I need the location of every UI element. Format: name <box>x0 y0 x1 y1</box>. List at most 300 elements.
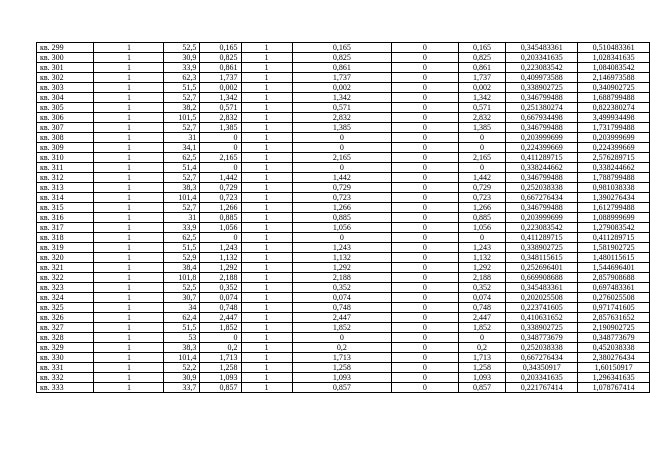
apartment-cell: кв. 333 <box>37 383 94 393</box>
table-cell: 1 <box>94 353 164 363</box>
table-cell: 0 <box>292 163 392 173</box>
table-cell: 62,4 <box>164 313 200 323</box>
table-cell: 1,093 <box>200 373 241 383</box>
table-row <box>37 193 650 203</box>
table-cell: 0,340902725 <box>578 83 650 93</box>
table-cell: 1 <box>241 343 292 353</box>
table-cell: 0,002 <box>458 83 506 93</box>
table-cell: 2,447 <box>458 313 506 323</box>
table-cell: 1,028341635 <box>578 53 650 63</box>
table-cell: 0 <box>392 83 459 93</box>
table-cell: 0,352 <box>458 283 506 293</box>
table-cell: 0,224399669 <box>578 143 650 153</box>
table-cell: 2,165 <box>292 153 392 163</box>
table-row <box>37 123 650 133</box>
table-cell: 33,7 <box>164 383 200 393</box>
table-cell: 1 <box>94 113 164 123</box>
table-cell: 0 <box>392 73 459 83</box>
table-cell: 1,093 <box>292 373 392 383</box>
table-cell: 51,5 <box>164 83 200 93</box>
table-cell: 1,385 <box>200 123 241 133</box>
table-cell: 1,581902725 <box>578 243 650 253</box>
table-cell: 0 <box>392 283 459 293</box>
table-cell: 51,5 <box>164 243 200 253</box>
table-cell: 0 <box>392 323 459 333</box>
table-row <box>37 293 650 303</box>
table-cell: 62,5 <box>164 153 200 163</box>
apartment-cell: кв. 305 <box>37 103 94 113</box>
table-cell: 1 <box>241 73 292 83</box>
apartment-cell: кв. 302 <box>37 73 94 83</box>
table-cell: 1,056 <box>458 223 506 233</box>
table-cell: 0,352 <box>200 283 241 293</box>
table-cell: 0 <box>458 143 506 153</box>
apartment-cell: кв. 313 <box>37 183 94 193</box>
apartment-cell: кв. 303 <box>37 83 94 93</box>
table-cell: 0 <box>392 363 459 373</box>
table-cell: 0 <box>392 373 459 383</box>
table-cell: 0 <box>392 343 459 353</box>
table-cell: 0 <box>392 253 459 263</box>
table-cell: 51,4 <box>164 163 200 173</box>
table-cell: 1,243 <box>200 243 241 253</box>
apartment-cell: кв. 322 <box>37 273 94 283</box>
table-cell: 0 <box>392 333 459 343</box>
apartment-cell: кв. 323 <box>37 283 94 293</box>
table-cell: 1 <box>94 163 164 173</box>
table-cell: 1 <box>94 263 164 273</box>
table-cell: 0,203341635 <box>506 373 578 383</box>
table-row <box>37 373 650 383</box>
table-cell: 0,34350917 <box>506 363 578 373</box>
table-cell: 1 <box>94 223 164 233</box>
table-cell: 0,411289715 <box>578 233 650 243</box>
table-cell: 0,165 <box>200 43 241 53</box>
table-cell: 1 <box>241 373 292 383</box>
table-cell: 0 <box>392 193 459 203</box>
apartment-cell: кв. 318 <box>37 233 94 243</box>
table-row <box>37 203 650 213</box>
table-cell: 52,7 <box>164 203 200 213</box>
table-cell: 0,352 <box>292 283 392 293</box>
table-row <box>37 273 650 283</box>
table-cell: 1 <box>94 363 164 373</box>
table-cell: 2,447 <box>292 313 392 323</box>
table-cell: 0 <box>392 43 459 53</box>
table-cell: 52,9 <box>164 253 200 263</box>
table-cell: 0 <box>200 163 241 173</box>
table-cell: 1,385 <box>292 123 392 133</box>
table-cell: 101,5 <box>164 113 200 123</box>
table-cell: 31 <box>164 213 200 223</box>
table-cell: 0,667276434 <box>506 353 578 363</box>
table-cell: 2,190902725 <box>578 323 650 333</box>
table-row <box>37 183 650 193</box>
apartment-cell: кв. 300 <box>37 53 94 63</box>
table-cell: 1 <box>94 73 164 83</box>
table-cell: 1 <box>241 283 292 293</box>
table-cell: 0,723 <box>200 193 241 203</box>
table-cell: 0 <box>392 223 459 233</box>
table-row <box>37 113 650 123</box>
table-cell: 0 <box>392 133 459 143</box>
table-cell: 1,266 <box>292 203 392 213</box>
table-cell: 0,667276434 <box>506 193 578 203</box>
table-row <box>37 333 650 343</box>
table-cell: 0,224399669 <box>506 143 578 153</box>
table-cell: 1 <box>241 83 292 93</box>
table-cell: 0,221767414 <box>506 383 578 393</box>
apartment-cell: кв. 311 <box>37 163 94 173</box>
apartment-cell: кв. 315 <box>37 203 94 213</box>
table-cell: 62,3 <box>164 73 200 83</box>
apartment-cell: кв. 308 <box>37 133 94 143</box>
table-cell: 0,203999699 <box>506 213 578 223</box>
table-cell: 1 <box>241 233 292 243</box>
table-cell: 1,442 <box>292 173 392 183</box>
table-cell: 1 <box>94 43 164 53</box>
table-cell: 0,411289715 <box>506 153 578 163</box>
table-cell: 1 <box>241 203 292 213</box>
table-cell: 2,380276434 <box>578 353 650 363</box>
table-cell: 53 <box>164 333 200 343</box>
table-cell: 30,9 <box>164 53 200 63</box>
table-cell: 0,252038338 <box>506 343 578 353</box>
table-cell: 0,346799488 <box>506 123 578 133</box>
table-row <box>37 83 650 93</box>
table-cell: 1,544696401 <box>578 263 650 273</box>
table-cell: 1 <box>94 233 164 243</box>
table-row <box>37 43 650 53</box>
table-cell: 1 <box>241 383 292 393</box>
table-cell: 0 <box>458 333 506 343</box>
apartment-cell: кв. 307 <box>37 123 94 133</box>
table-cell: 0,074 <box>292 293 392 303</box>
table-cell: 0,748 <box>292 303 392 313</box>
apartment-cell: кв. 310 <box>37 153 94 163</box>
table-cell: 0,861 <box>200 63 241 73</box>
table-cell: 0,981038338 <box>578 183 650 193</box>
table-cell: 0 <box>200 143 241 153</box>
table-cell: 0 <box>392 163 459 173</box>
table-cell: 1 <box>241 43 292 53</box>
table-cell: 0,203999699 <box>506 133 578 143</box>
apartment-cell: кв. 327 <box>37 323 94 333</box>
table-cell: 33,9 <box>164 63 200 73</box>
table-row <box>37 103 650 113</box>
table-cell: 1 <box>241 353 292 363</box>
table-cell: 0,338902725 <box>506 243 578 253</box>
table-cell: 1 <box>94 343 164 353</box>
table-cell: 2,857908688 <box>578 273 650 283</box>
table-cell: 3,499934498 <box>578 113 650 123</box>
table-cell: 2,146973588 <box>578 73 650 83</box>
table-cell: 1 <box>241 53 292 63</box>
apartment-cell: кв. 332 <box>37 373 94 383</box>
table-row <box>37 73 650 83</box>
table-cell: 62,5 <box>164 233 200 243</box>
table-cell: 1 <box>241 113 292 123</box>
table-cell: 1,713 <box>200 353 241 363</box>
table-cell: 0,203999699 <box>578 133 650 143</box>
table-cell: 1 <box>241 293 292 303</box>
table-cell: 0,669908688 <box>506 273 578 283</box>
apartment-cell: кв. 331 <box>37 363 94 373</box>
table-cell: 1 <box>94 143 164 153</box>
table-cell: 0,251380274 <box>506 103 578 113</box>
table-row <box>37 313 650 323</box>
table-cell: 0,074 <box>200 293 241 303</box>
table-cell: 51,5 <box>164 323 200 333</box>
apartment-cell: кв. 316 <box>37 213 94 223</box>
table-cell: 1 <box>241 273 292 283</box>
table-cell: 1 <box>241 163 292 173</box>
table-cell: 1,132 <box>200 253 241 263</box>
apartment-cell: кв. 314 <box>37 193 94 203</box>
table-cell: 2,447 <box>200 313 241 323</box>
table-cell: 0 <box>392 63 459 73</box>
table-cell: 0,346799488 <box>506 203 578 213</box>
table-cell: 0,252038338 <box>506 183 578 193</box>
table-cell: 1,60150917 <box>578 363 650 373</box>
table-cell: 1 <box>241 183 292 193</box>
table-cell: 0 <box>392 273 459 283</box>
table-cell: 1,390276434 <box>578 193 650 203</box>
table-cell: 2,188 <box>200 273 241 283</box>
table-cell: 0 <box>392 113 459 123</box>
table-cell: 1 <box>241 133 292 143</box>
table-cell: 0 <box>392 353 459 363</box>
table-cell: 0,202025508 <box>506 293 578 303</box>
table-cell: 1 <box>241 263 292 273</box>
table-cell: 0 <box>392 233 459 243</box>
table-cell: 1 <box>94 303 164 313</box>
table-cell: 0,723 <box>458 193 506 203</box>
apartment-cell: кв. 329 <box>37 343 94 353</box>
table-cell: 1,442 <box>458 173 506 183</box>
table-cell: 0,748 <box>200 303 241 313</box>
table-cell: 0 <box>458 163 506 173</box>
table-cell: 0,409973588 <box>506 73 578 83</box>
table-cell: 1 <box>94 293 164 303</box>
table-cell: 101,4 <box>164 193 200 203</box>
table-row <box>37 143 650 153</box>
table-cell: 2,165 <box>458 153 506 163</box>
table-cell: 1 <box>241 363 292 373</box>
table-cell: 0 <box>292 133 392 143</box>
apartment-cell: кв. 312 <box>37 173 94 183</box>
table-cell: 1 <box>241 243 292 253</box>
table-cell: 1 <box>94 323 164 333</box>
table-cell: 1 <box>94 63 164 73</box>
table-cell: 0,276025508 <box>578 293 650 303</box>
table-cell: 1 <box>241 103 292 113</box>
table-row <box>37 283 650 293</box>
table-cell: 0,729 <box>200 183 241 193</box>
table-cell: 30,7 <box>164 293 200 303</box>
table-cell: 0,252696401 <box>506 263 578 273</box>
table-row <box>37 383 650 393</box>
table-row <box>37 53 650 63</box>
apartment-cell: кв. 304 <box>37 93 94 103</box>
table-cell: 0,885 <box>292 213 392 223</box>
data-table <box>36 42 650 393</box>
table-cell: 34 <box>164 303 200 313</box>
table-cell: 0,223083542 <box>506 223 578 233</box>
table-cell: 1,788799488 <box>578 173 650 183</box>
table-row <box>37 323 650 333</box>
table-cell: 1,088999699 <box>578 213 650 223</box>
table-cell: 1 <box>241 153 292 163</box>
table-cell: 1 <box>94 283 164 293</box>
table-cell: 1 <box>241 323 292 333</box>
table-cell: 1,093 <box>458 373 506 383</box>
table-row <box>37 253 650 263</box>
apartment-cell: кв. 301 <box>37 63 94 73</box>
table-cell: 0,857 <box>200 383 241 393</box>
table-cell: 0,345483361 <box>506 283 578 293</box>
table-cell: 1,342 <box>458 93 506 103</box>
table-cell: 0,2 <box>200 343 241 353</box>
apartment-cell: кв. 309 <box>37 143 94 153</box>
table-cell: 0,203341635 <box>506 53 578 63</box>
table-cell: 0 <box>292 233 392 243</box>
table-cell: 1 <box>241 93 292 103</box>
table-cell: 1,688799488 <box>578 93 650 103</box>
table-cell: 1 <box>94 153 164 163</box>
table-cell: 1,852 <box>292 323 392 333</box>
table-cell: 0 <box>392 173 459 183</box>
table-cell: 0 <box>292 143 392 153</box>
apartment-cell: кв. 306 <box>37 113 94 123</box>
table-cell: 38,3 <box>164 183 200 193</box>
table-cell: 30,9 <box>164 373 200 383</box>
table-cell: 1 <box>94 213 164 223</box>
table-cell: 0 <box>392 303 459 313</box>
table-cell: 0,002 <box>292 83 392 93</box>
table-cell: 0,348773679 <box>578 333 650 343</box>
table-cell: 1,084083542 <box>578 63 650 73</box>
table-cell: 1,292 <box>292 263 392 273</box>
table-cell: 0,074 <box>458 293 506 303</box>
table-row <box>37 213 650 223</box>
table-cell: 0 <box>200 333 241 343</box>
table-cell: 0,857 <box>292 383 392 393</box>
table-cell: 52,2 <box>164 363 200 373</box>
table-cell: 1 <box>241 253 292 263</box>
table-cell: 1,713 <box>292 353 392 363</box>
table-cell: 38,4 <box>164 263 200 273</box>
table-cell: 0 <box>392 103 459 113</box>
table-cell: 101,8 <box>164 273 200 283</box>
table-cell: 2,857631652 <box>578 313 650 323</box>
apartment-cell: кв. 299 <box>37 43 94 53</box>
table-cell: 1,385 <box>458 123 506 133</box>
table-cell: 1,243 <box>292 243 392 253</box>
table-cell: 0,825 <box>200 53 241 63</box>
table-cell: 0 <box>392 143 459 153</box>
table-cell: 1,612799488 <box>578 203 650 213</box>
table-cell: 1,266 <box>200 203 241 213</box>
table-cell: 1,292 <box>200 263 241 273</box>
apartment-cell: кв. 326 <box>37 313 94 323</box>
apartment-cell: кв. 317 <box>37 223 94 233</box>
table-cell: 1 <box>241 213 292 223</box>
table-cell: 0,971741605 <box>578 303 650 313</box>
table-cell: 0,346799488 <box>506 93 578 103</box>
table-cell: 0,348115615 <box>506 253 578 263</box>
table-cell: 1 <box>94 53 164 63</box>
table-cell: 0 <box>392 383 459 393</box>
table-cell: 1,078767414 <box>578 383 650 393</box>
table-cell: 1 <box>94 203 164 213</box>
table-cell: 2,576289715 <box>578 153 650 163</box>
table-cell: 1 <box>94 373 164 383</box>
table-cell: 1,279083542 <box>578 223 650 233</box>
table-cell: 101,4 <box>164 353 200 363</box>
table-cell: 1,713 <box>458 353 506 363</box>
table-cell: 0 <box>392 153 459 163</box>
table-cell: 1,056 <box>292 223 392 233</box>
table-cell: 1 <box>94 133 164 143</box>
table-cell: 1 <box>241 223 292 233</box>
table-cell: 1,132 <box>292 253 392 263</box>
table-cell: 0 <box>458 233 506 243</box>
table-cell: 0,223083542 <box>506 63 578 73</box>
table-cell: 0,861 <box>292 63 392 73</box>
apartment-cell: кв. 328 <box>37 333 94 343</box>
table-cell: 1,258 <box>292 363 392 373</box>
table-cell: 1 <box>94 193 164 203</box>
table-cell: 0,346799488 <box>506 173 578 183</box>
table-cell: 1 <box>241 63 292 73</box>
table-cell: 0 <box>200 233 241 243</box>
table-cell: 0,338244662 <box>578 163 650 173</box>
table-cell: 1 <box>241 303 292 313</box>
table-cell: 1 <box>94 83 164 93</box>
table-cell: 1 <box>94 183 164 193</box>
apartment-cell: кв. 321 <box>37 263 94 273</box>
table-cell: 1,342 <box>292 93 392 103</box>
table-cell: 0,452038338 <box>578 343 650 353</box>
table-cell: 0,345483361 <box>506 43 578 53</box>
table-cell: 2,832 <box>292 113 392 123</box>
table-cell: 1,266 <box>458 203 506 213</box>
table-cell: 1 <box>241 333 292 343</box>
table-cell: 0,410631652 <box>506 313 578 323</box>
table-cell: 1 <box>241 123 292 133</box>
table-cell: 0 <box>392 203 459 213</box>
table-row <box>37 243 650 253</box>
table-cell: 52,7 <box>164 123 200 133</box>
table-cell: 0 <box>200 133 241 143</box>
table-cell: 0,729 <box>458 183 506 193</box>
table-row <box>37 343 650 353</box>
table-cell: 0,571 <box>458 103 506 113</box>
table-cell: 52,5 <box>164 283 200 293</box>
table-cell: 1,852 <box>200 323 241 333</box>
table-cell: 0 <box>392 293 459 303</box>
table-cell: 1 <box>241 143 292 153</box>
table-cell: 1,731799488 <box>578 123 650 133</box>
table-cell: 0,165 <box>292 43 392 53</box>
table-cell: 52,5 <box>164 43 200 53</box>
table-cell: 1,737 <box>292 73 392 83</box>
table-cell: 0,571 <box>292 103 392 113</box>
table-cell: 1,342 <box>200 93 241 103</box>
table-cell: 1,480115615 <box>578 253 650 263</box>
table-cell: 2,188 <box>292 273 392 283</box>
